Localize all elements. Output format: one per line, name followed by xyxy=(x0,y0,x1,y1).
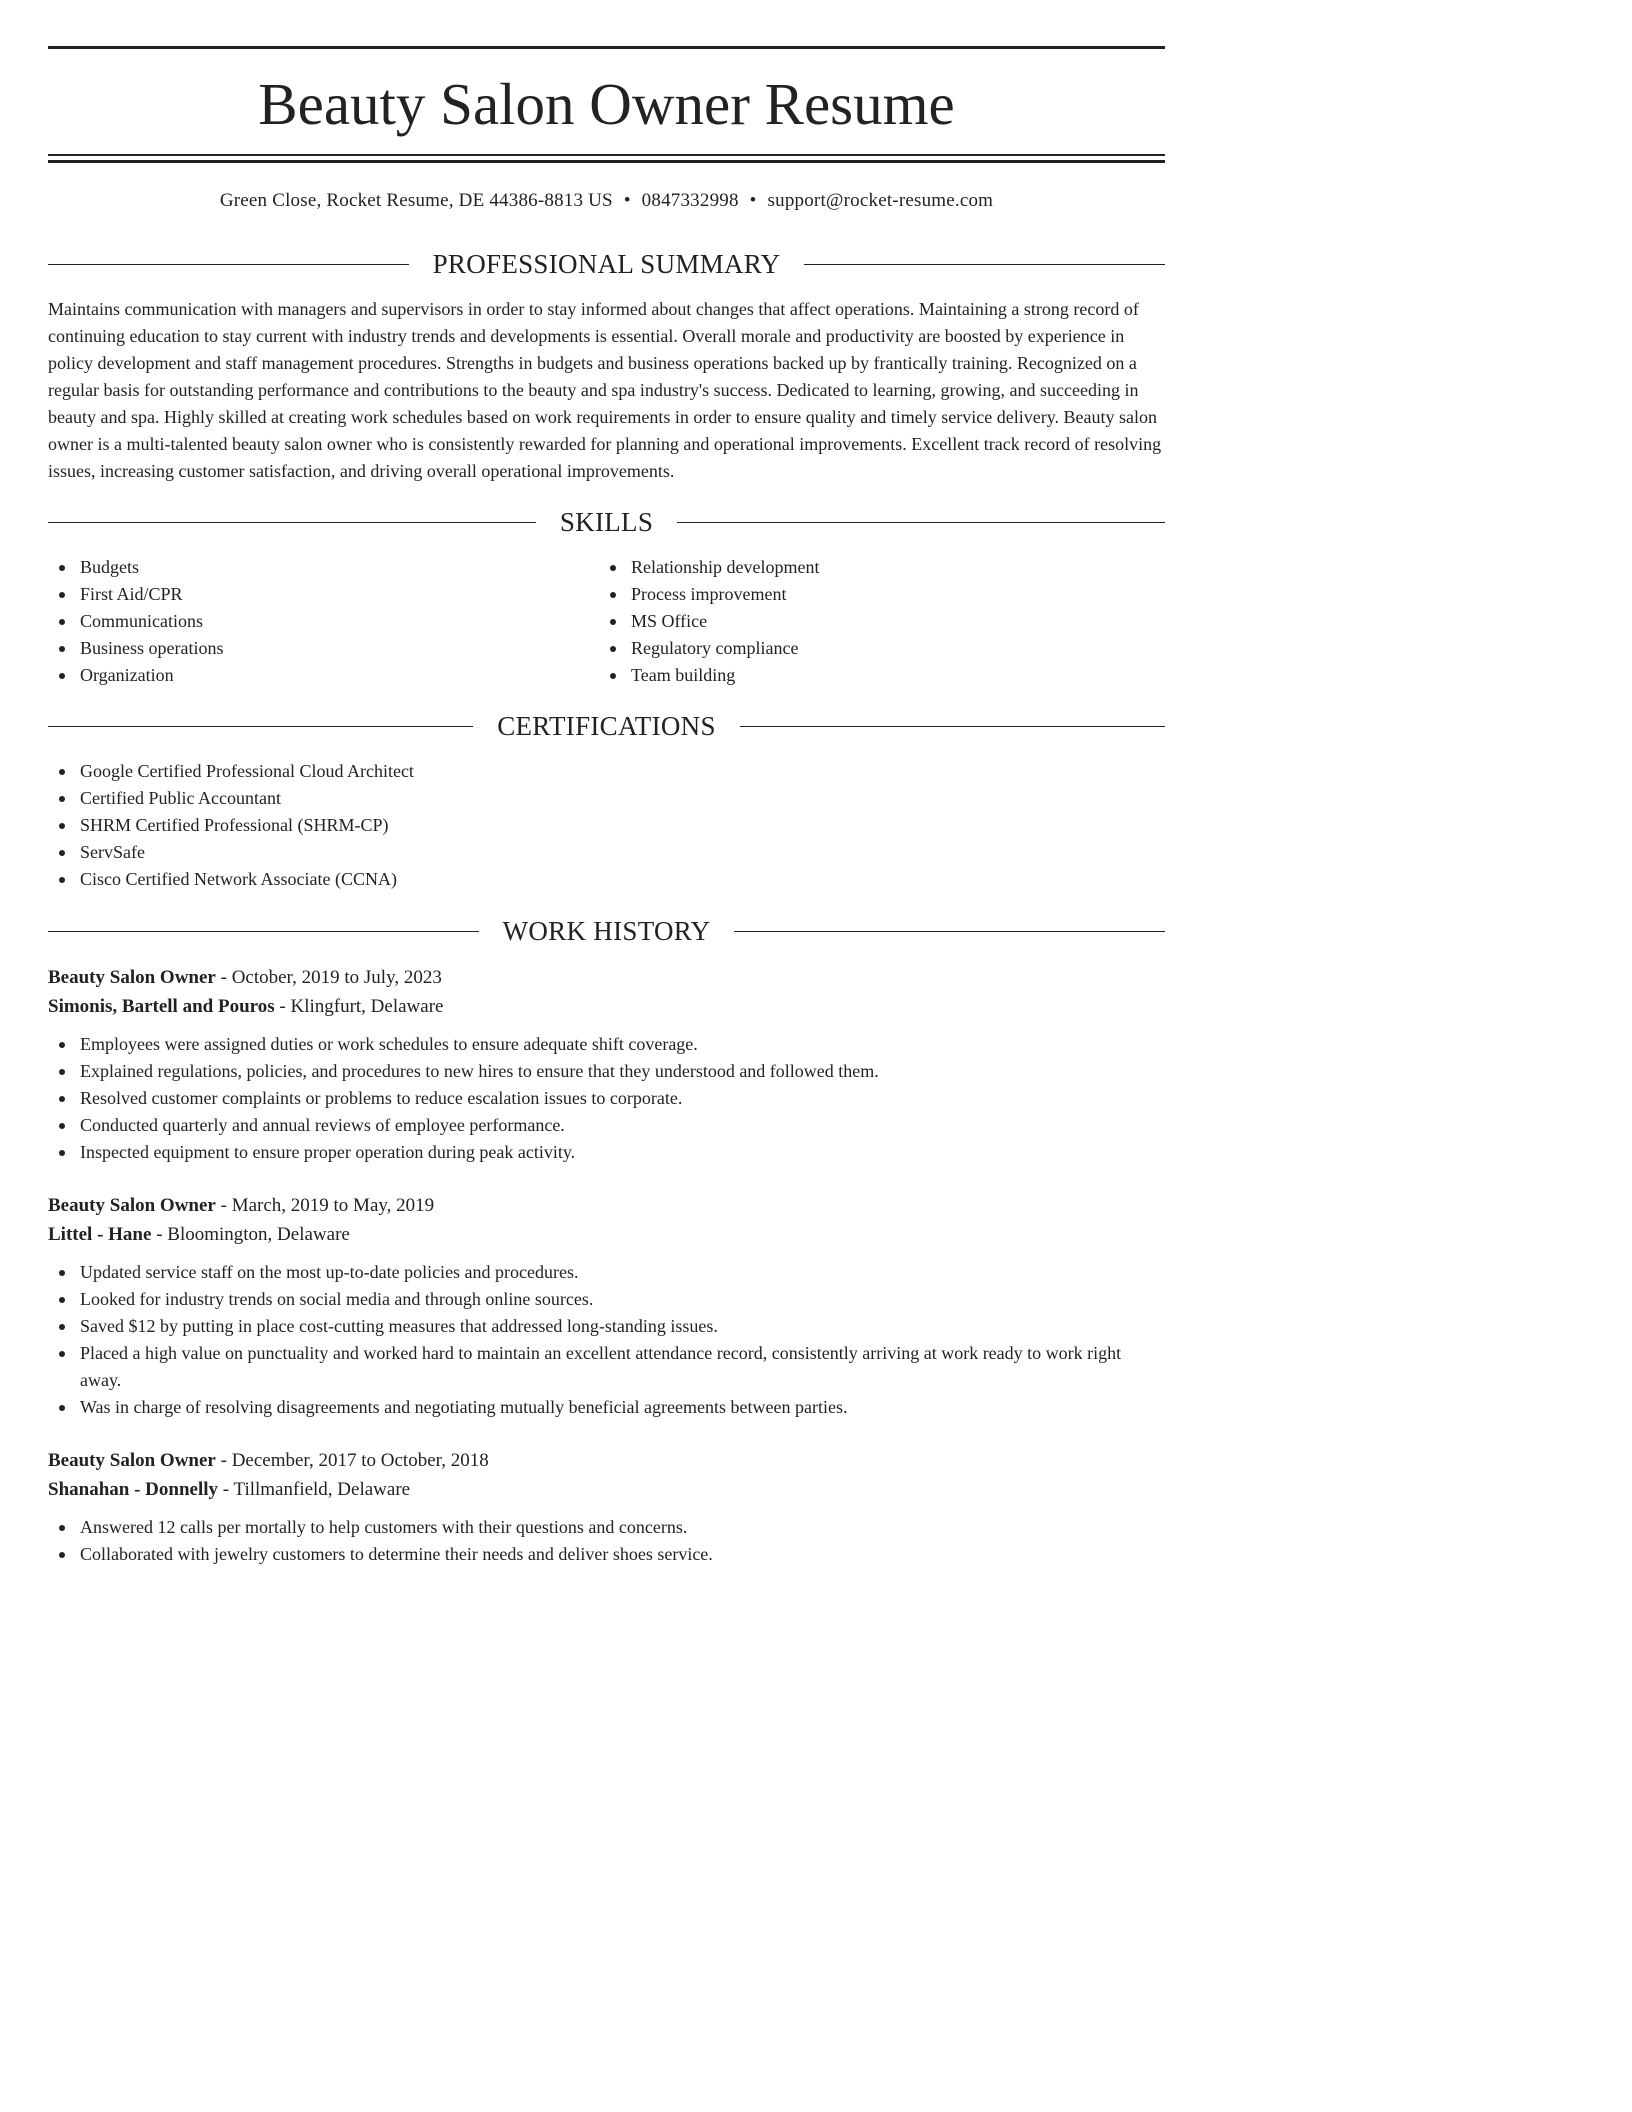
job-duty: Updated service staff on the most up-to-date policies and procedures. xyxy=(48,1259,1165,1286)
certification-item: Google Certified Professional Cloud Architect xyxy=(48,758,1165,785)
job-dates: October, 2019 to July, 2023 xyxy=(231,967,442,988)
skills-list-left xyxy=(48,554,588,689)
job-duty: Explained regulations, policies, and procedures to new hires to ensure that they understood and followed them. xyxy=(48,1058,1165,1085)
contact-phone: 0847332998 xyxy=(641,190,739,211)
job-dates: December, 2017 to October, 2018 xyxy=(231,1450,489,1471)
job-duty: Was in charge of resolving disagreements and negotiating mutually beneficial agreements between parties. xyxy=(48,1394,1165,1421)
certifications-list xyxy=(48,758,1165,893)
certification-item: SHRM Certified Professional (SHRM-CP) xyxy=(48,812,1165,839)
title-rule-upper xyxy=(48,154,1165,156)
skill-item: MS Office xyxy=(599,608,1165,635)
job-duties-list xyxy=(48,1031,1165,1166)
job-location: Bloomington, Delaware xyxy=(167,1224,350,1245)
job-duty: Answered 12 calls per mortally to help customers with their questions and concerns. xyxy=(48,1514,1165,1541)
job-location: Tillmanfield, Delaware xyxy=(233,1479,411,1500)
job-role-line: Beauty Salon Owner - December, 2017 to October, 2018 xyxy=(48,1450,489,1471)
job-entry xyxy=(48,1191,1165,1421)
certifications-heading-label: CERTIFICATIONS xyxy=(497,711,716,741)
heading-rule xyxy=(804,264,1165,265)
skill-item: Regulatory compliance xyxy=(599,635,1165,662)
heading-rule xyxy=(48,264,409,265)
certifications-heading xyxy=(48,708,1165,744)
skill-item: Team building xyxy=(599,662,1165,689)
summary-text: Maintains communication with managers and supervisors in order to stay informed about changes that affect operations. Maintaining a strong record of continuing education to stay current with industry trends and developments is essential. Overall morale and productivity are boosted by experience in policy development and staff management procedures. Strengths in budgets and business operations backed up by frantically training. Recognized on a regular basis for outstanding performance and contributions to the beauty and spa industry's success. Dedicated to learning, growing, and succeeding in beauty and spa. Highly skilled at creating work schedules based on work requirements in order to ensure quality and timely service delivery. Beauty salon owner is a multi-talented beauty salon owner who is consistently rewarded for planning and operational improvements. Excellent track record of resolving issues, increasing customer satisfaction, and driving overall operational improvements. xyxy=(48,299,1162,481)
job-entry xyxy=(48,963,1165,1166)
heading-rule xyxy=(48,931,479,932)
job-duty: Placed a high value on punctuality and worked hard to maintain an excellent attendance record, consistently arriving at work ready to work right away. xyxy=(48,1340,1165,1394)
heading-rule xyxy=(677,522,1165,523)
contact-separator: • xyxy=(749,190,757,211)
job-dates: March, 2019 to May, 2019 xyxy=(231,1195,435,1216)
job-duty: Inspected equipment to ensure proper operation during peak activity. xyxy=(48,1139,1165,1166)
contact-line xyxy=(48,187,1165,215)
job-role-line: Beauty Salon Owner - March, 2019 to May, 2019 xyxy=(48,1195,435,1216)
job-duties-list xyxy=(48,1514,1165,1568)
job-duty: Looked for industry trends on social media and through online sources. xyxy=(48,1286,1165,1313)
job-duty: Conducted quarterly and annual reviews of employee performance. xyxy=(48,1112,1165,1139)
skill-item: Organization xyxy=(48,662,588,689)
top-rule xyxy=(48,46,1165,49)
job-duty: Employees were assigned duties or work schedules to ensure adequate shift coverage. xyxy=(48,1031,1165,1058)
skill-item: First Aid/CPR xyxy=(48,581,588,608)
job-entry xyxy=(48,1446,1165,1568)
summary-heading xyxy=(48,246,1165,282)
job-company: Littel - Hane xyxy=(48,1224,152,1245)
job-duty: Saved $12 by putting in place cost-cutting measures that addressed long-standing issues. xyxy=(48,1313,1165,1340)
job-title: Beauty Salon Owner xyxy=(48,1195,216,1216)
job-duties-list xyxy=(48,1259,1165,1421)
job-company: Shanahan - Donnelly xyxy=(48,1479,219,1500)
job-title: Beauty Salon Owner xyxy=(48,967,216,988)
work-history-heading xyxy=(48,913,1165,949)
job-company-line: Simonis, Bartell and Pouros - Klingfurt, Delaware xyxy=(48,996,444,1017)
skills-heading xyxy=(48,504,1165,540)
heading-rule xyxy=(740,726,1165,727)
heading-rule xyxy=(48,726,473,727)
summary-heading-label: PROFESSIONAL SUMMARY xyxy=(432,249,781,279)
heading-rule xyxy=(734,931,1165,932)
heading-rule xyxy=(48,522,536,523)
title-rule-lower xyxy=(48,160,1165,163)
job-duty: Resolved customer complaints or problems to reduce escalation issues to corporate. xyxy=(48,1085,1165,1112)
job-company: Simonis, Bartell and Pouros xyxy=(48,996,275,1017)
work-history-heading-label: WORK HISTORY xyxy=(502,916,711,946)
skill-item: Budgets xyxy=(48,554,588,581)
job-location: Klingfurt, Delaware xyxy=(290,996,444,1017)
page-title: Beauty Salon Owner Resume xyxy=(258,71,955,137)
job-company-line: Littel - Hane - Bloomington, Delaware xyxy=(48,1224,350,1245)
skill-item: Business operations xyxy=(48,635,588,662)
skill-item: Communications xyxy=(48,608,588,635)
contact-email: support@rocket-resume.com xyxy=(767,190,994,211)
skills-list-right xyxy=(599,554,1165,689)
skills-heading-label: SKILLS xyxy=(559,507,654,537)
certification-item: ServSafe xyxy=(48,839,1165,866)
contact-address: Green Close, Rocket Resume, DE 44386-8813 US xyxy=(219,190,613,211)
contact-separator: • xyxy=(623,190,631,211)
job-title: Beauty Salon Owner xyxy=(48,1450,216,1471)
skill-item: Relationship development xyxy=(599,554,1165,581)
job-company-line: Shanahan - Donnelly - Tillmanfield, Delaware xyxy=(48,1479,411,1500)
job-role-line: Beauty Salon Owner - October, 2019 to July, 2023 xyxy=(48,967,442,988)
skill-item: Process improvement xyxy=(599,581,1165,608)
certification-item: Cisco Certified Network Associate (CCNA) xyxy=(48,866,1165,893)
certification-item: Certified Public Accountant xyxy=(48,785,1165,812)
job-duty: Collaborated with jewelry customers to determine their needs and deliver shoes service. xyxy=(48,1541,1165,1568)
